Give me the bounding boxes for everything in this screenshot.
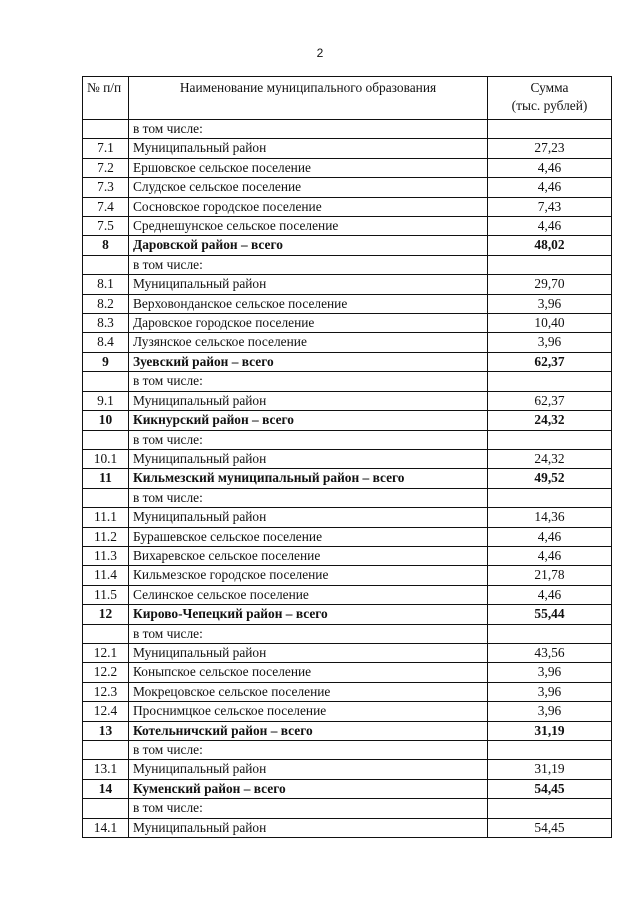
row-name: Коныпское сельское поселение — [129, 663, 488, 682]
header-name: Наименование муниципального образования — [129, 77, 488, 120]
row-sum: 62,37 — [488, 391, 612, 410]
row-name: Верховонданское сельское поселение — [129, 294, 488, 313]
row-sum: 31,19 — [488, 760, 612, 779]
row-name: в том числе: — [129, 488, 488, 507]
row-sum: 54,45 — [488, 779, 612, 798]
row-name: в том числе: — [129, 255, 488, 274]
row-sum: 54,45 — [488, 818, 612, 837]
row-sum: 27,23 — [488, 139, 612, 158]
table-row-total — [83, 411, 612, 430]
row-number: 10 — [83, 411, 129, 430]
row-sum: 43,56 — [488, 643, 612, 662]
table-row — [83, 741, 612, 760]
table-row — [83, 799, 612, 818]
row-sum: 48,02 — [488, 236, 612, 255]
row-name: Муниципальный район — [129, 449, 488, 468]
row-number: 14 — [83, 779, 129, 798]
row-sum — [488, 624, 612, 643]
row-sum — [488, 372, 612, 391]
row-name: Бурашевское сельское поселение — [129, 527, 488, 546]
table-row-total — [83, 605, 612, 624]
row-sum: 21,78 — [488, 566, 612, 585]
row-number: 12.2 — [83, 663, 129, 682]
row-sum: 4,46 — [488, 178, 612, 197]
table-row — [83, 624, 612, 643]
row-number: 9.1 — [83, 391, 129, 410]
row-number: 12.3 — [83, 682, 129, 701]
table-row — [83, 217, 612, 236]
table-body — [83, 120, 612, 838]
table-row — [83, 760, 612, 779]
row-sum: 4,46 — [488, 546, 612, 565]
row-sum: 4,46 — [488, 585, 612, 604]
table-row — [83, 682, 612, 701]
row-name: Муниципальный район — [129, 275, 488, 294]
table-row — [83, 702, 612, 721]
row-sum — [488, 799, 612, 818]
row-sum: 62,37 — [488, 352, 612, 371]
row-number: 7.5 — [83, 217, 129, 236]
row-sum: 3,96 — [488, 294, 612, 313]
row-number: 11 — [83, 469, 129, 488]
row-number — [83, 372, 129, 391]
row-sum: 7,43 — [488, 197, 612, 216]
table-row — [83, 818, 612, 837]
row-number — [83, 799, 129, 818]
table-row — [83, 333, 612, 352]
table-row — [83, 372, 612, 391]
row-sum: 10,40 — [488, 314, 612, 333]
row-sum — [488, 255, 612, 274]
row-number: 8.2 — [83, 294, 129, 313]
table-row-total — [83, 469, 612, 488]
row-name: Проснимцкое сельское поселение — [129, 702, 488, 721]
row-number: 9 — [83, 352, 129, 371]
row-number: 10.1 — [83, 449, 129, 468]
table-row-total — [83, 352, 612, 371]
row-name: Кикнурский район – всего — [129, 411, 488, 430]
row-sum: 4,46 — [488, 217, 612, 236]
row-sum: 14,36 — [488, 508, 612, 527]
table-row-total — [83, 236, 612, 255]
row-number: 11.1 — [83, 508, 129, 527]
row-sum: 24,32 — [488, 449, 612, 468]
budget-table — [82, 76, 612, 838]
header-number: № п/п — [83, 77, 129, 120]
table-header-row — [83, 77, 612, 120]
row-number: 12.4 — [83, 702, 129, 721]
row-name: Котельничский район – всего — [129, 721, 488, 740]
table-row — [83, 430, 612, 449]
row-number: 11.3 — [83, 546, 129, 565]
row-sum: 3,96 — [488, 682, 612, 701]
row-name: Кильмезский муниципальный район – всего — [129, 469, 488, 488]
table-row — [83, 508, 612, 527]
row-name: Селинское сельское поселение — [129, 585, 488, 604]
header-sum — [488, 77, 612, 120]
row-number — [83, 120, 129, 139]
table-row — [83, 488, 612, 507]
table-row — [83, 294, 612, 313]
row-sum — [488, 488, 612, 507]
row-name: Даровской район – всего — [129, 236, 488, 255]
table-row — [83, 566, 612, 585]
table-row — [83, 546, 612, 565]
row-name: Среднешунское сельское поселение — [129, 217, 488, 236]
row-sum: 24,32 — [488, 411, 612, 430]
row-number: 7.3 — [83, 178, 129, 197]
row-number: 7.4 — [83, 197, 129, 216]
row-number: 8.1 — [83, 275, 129, 294]
row-sum: 29,70 — [488, 275, 612, 294]
row-sum: 3,96 — [488, 663, 612, 682]
row-number: 13 — [83, 721, 129, 740]
row-number: 7.2 — [83, 158, 129, 177]
row-sum — [488, 120, 612, 139]
row-name: Муниципальный район — [129, 139, 488, 158]
table-row — [83, 314, 612, 333]
row-name: Муниципальный район — [129, 508, 488, 527]
row-name: Кильмезское городское поселение — [129, 566, 488, 585]
table-row-total — [83, 779, 612, 798]
row-name: Мокрецовское сельское поселение — [129, 682, 488, 701]
row-name: в том числе: — [129, 430, 488, 449]
row-name: в том числе: — [129, 120, 488, 139]
row-number — [83, 741, 129, 760]
row-number — [83, 255, 129, 274]
row-name: Куменский район – всего — [129, 779, 488, 798]
row-name: в том числе: — [129, 799, 488, 818]
row-name: в том числе: — [129, 372, 488, 391]
page-number: 2 — [316, 46, 324, 60]
table-row — [83, 139, 612, 158]
row-number: 13.1 — [83, 760, 129, 779]
row-sum: 3,96 — [488, 333, 612, 352]
row-name: Сосновское городское поселение — [129, 197, 488, 216]
header-sum-line1: Сумма — [530, 80, 569, 95]
row-number: 8.4 — [83, 333, 129, 352]
table-row — [83, 275, 612, 294]
row-number — [83, 488, 129, 507]
table-row — [83, 643, 612, 662]
table-row — [83, 585, 612, 604]
row-name: в том числе: — [129, 741, 488, 760]
header-sum-line2: (тыс. рублей) — [511, 98, 588, 113]
row-number: 14.1 — [83, 818, 129, 837]
table-row — [83, 178, 612, 197]
row-number — [83, 430, 129, 449]
row-number: 8.3 — [83, 314, 129, 333]
row-sum: 49,52 — [488, 469, 612, 488]
row-number: 12.1 — [83, 643, 129, 662]
row-sum: 4,46 — [488, 527, 612, 546]
row-sum: 4,46 — [488, 158, 612, 177]
row-number: 12 — [83, 605, 129, 624]
table-row — [83, 527, 612, 546]
row-name: Муниципальный район — [129, 643, 488, 662]
table-row-total — [83, 721, 612, 740]
table-row — [83, 255, 612, 274]
table-row — [83, 663, 612, 682]
row-sum — [488, 430, 612, 449]
row-name: Вихаревское сельское поселение — [129, 546, 488, 565]
table-row — [83, 120, 612, 139]
row-name: Муниципальный район — [129, 760, 488, 779]
row-name: в том числе: — [129, 624, 488, 643]
table-row — [83, 391, 612, 410]
row-name: Муниципальный район — [129, 818, 488, 837]
table-row — [83, 197, 612, 216]
row-name: Лузянское сельское поселение — [129, 333, 488, 352]
row-name: Муниципальный район — [129, 391, 488, 410]
table-row — [83, 158, 612, 177]
row-number: 11.2 — [83, 527, 129, 546]
row-number: 7.1 — [83, 139, 129, 158]
table-row — [83, 449, 612, 468]
row-number: 8 — [83, 236, 129, 255]
row-sum: 31,19 — [488, 721, 612, 740]
row-name: Ершовское сельское поселение — [129, 158, 488, 177]
row-number: 11.4 — [83, 566, 129, 585]
row-name: Кирово-Чепецкий район – всего — [129, 605, 488, 624]
row-name: Слудское сельское поселение — [129, 178, 488, 197]
row-name: Зуевский район – всего — [129, 352, 488, 371]
row-name: Даровское городское поселение — [129, 314, 488, 333]
row-sum: 55,44 — [488, 605, 612, 624]
row-sum — [488, 741, 612, 760]
row-number — [83, 624, 129, 643]
row-sum: 3,96 — [488, 702, 612, 721]
row-number: 11.5 — [83, 585, 129, 604]
